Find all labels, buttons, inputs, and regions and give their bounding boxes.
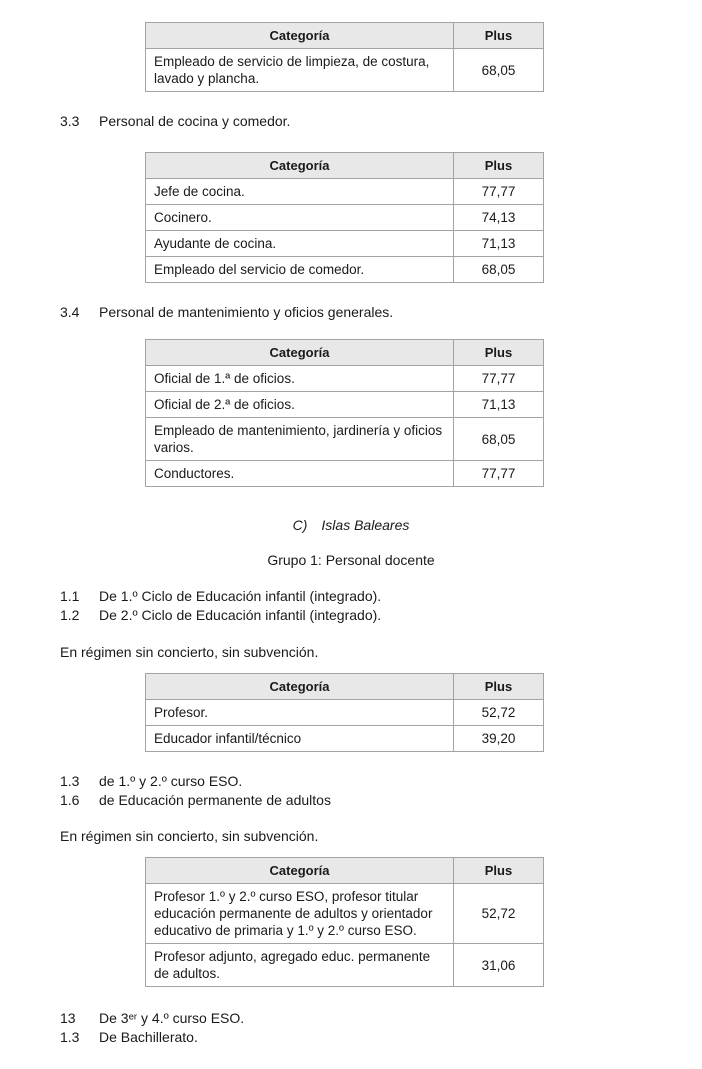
item-number: 13 xyxy=(60,1010,76,1026)
item-text: De 1.º Ciclo de Educación infantil (integrado). xyxy=(99,588,382,604)
column-header-categoria: Categoría xyxy=(146,153,454,179)
cell-plus: 77,77 xyxy=(454,461,544,487)
table-row xyxy=(146,392,544,418)
heading-title: Islas Baleares xyxy=(321,517,410,533)
column-header-plus: Plus xyxy=(454,23,544,49)
table-header-row xyxy=(146,674,544,700)
column-header-plus: Plus xyxy=(454,674,544,700)
cell-plus: 77,77 xyxy=(454,179,544,205)
column-header-categoria: Categoría xyxy=(146,674,454,700)
table-header-row xyxy=(146,858,544,884)
item-number: 1.6 xyxy=(60,792,80,808)
cell-plus: 77,77 xyxy=(454,366,544,392)
table-row xyxy=(146,418,544,461)
plus-table-docente-infantil xyxy=(145,673,544,752)
cell-categoria: Educador infantil/técnico xyxy=(146,726,454,752)
cell-categoria: Profesor 1.º y 2.º curso ESO, profesor titular educación permanente de adultos y orientador educativo de primaria y 1.º y 2.º curso ESO. xyxy=(146,884,454,944)
table-header-row xyxy=(146,23,544,49)
table-row xyxy=(146,884,544,944)
table-row xyxy=(146,257,544,283)
section-title: Personal de mantenimiento y oficios generales. xyxy=(99,304,394,320)
plus-table-limpieza xyxy=(145,22,544,92)
item-text: De Bachillerato. xyxy=(99,1029,198,1045)
item-text: de Educación permanente de adultos xyxy=(99,792,331,808)
table-header-row xyxy=(146,153,544,179)
cell-plus: 31,06 xyxy=(454,944,544,987)
section-number: 3.3 xyxy=(60,113,80,129)
cell-plus: 52,72 xyxy=(454,700,544,726)
cell-categoria: Cocinero. xyxy=(146,205,454,231)
item-number: 1.1 xyxy=(60,588,80,604)
item-number: 1.2 xyxy=(60,607,80,623)
list-item-1-3-bachillerato xyxy=(60,1028,702,1047)
cell-categoria: Oficial de 2.ª de oficios. xyxy=(146,392,454,418)
regimen-note: En régimen sin concierto, sin subvención. xyxy=(60,828,319,844)
table-row xyxy=(146,231,544,257)
cell-categoria: Conductores. xyxy=(146,461,454,487)
item-text: De 3ᵉʳ y 4.º curso ESO. xyxy=(99,1010,245,1026)
column-header-categoria: Categoría xyxy=(146,340,454,366)
table-row xyxy=(146,700,544,726)
cell-plus: 74,13 xyxy=(454,205,544,231)
column-header-categoria: Categoría xyxy=(146,23,454,49)
plus-table-eso-adultos xyxy=(145,857,544,987)
cell-categoria: Profesor adjunto, agregado educ. permanente de adultos. xyxy=(146,944,454,987)
heading-islas-baleares xyxy=(0,516,702,535)
column-header-categoria: Categoría xyxy=(146,858,454,884)
item-number: 1.3 xyxy=(60,773,80,789)
item-text: De 2.º Ciclo de Educación infantil (integrado). xyxy=(99,607,382,623)
cell-plus: 68,05 xyxy=(454,418,544,461)
cell-plus: 68,05 xyxy=(454,257,544,283)
plus-table-cocina xyxy=(145,152,544,283)
table-row xyxy=(146,366,544,392)
table-row xyxy=(146,205,544,231)
cell-categoria: Profesor. xyxy=(146,700,454,726)
cell-plus: 68,05 xyxy=(454,49,544,92)
cell-categoria: Empleado de servicio de limpieza, de costura, lavado y plancha. xyxy=(146,49,454,92)
table-row xyxy=(146,49,544,92)
list-item-1-6 xyxy=(60,791,702,810)
cell-categoria: Oficial de 1.ª de oficios. xyxy=(146,366,454,392)
cell-categoria: Empleado del servicio de comedor. xyxy=(146,257,454,283)
table-row xyxy=(146,726,544,752)
regimen-note: En régimen sin concierto, sin subvención. xyxy=(60,644,319,660)
heading-letter: C) xyxy=(292,517,308,533)
heading-grupo-1: Grupo 1: Personal docente xyxy=(267,552,435,568)
list-item-1-2 xyxy=(60,606,702,625)
cell-plus: 52,72 xyxy=(454,884,544,944)
section-title: Personal de cocina y comedor. xyxy=(99,113,291,129)
section-heading-3-3 xyxy=(60,112,702,131)
list-item-1-3 xyxy=(60,772,702,791)
column-header-plus: Plus xyxy=(454,340,544,366)
cell-plus: 71,13 xyxy=(454,392,544,418)
table-row xyxy=(146,461,544,487)
table-header-row xyxy=(146,340,544,366)
item-text: de 1.º y 2.º curso ESO. xyxy=(99,773,243,789)
column-header-plus: Plus xyxy=(454,858,544,884)
table-row xyxy=(146,944,544,987)
item-number: 1.3 xyxy=(60,1029,80,1045)
cell-categoria: Jefe de cocina. xyxy=(146,179,454,205)
cell-plus: 71,13 xyxy=(454,231,544,257)
plus-table-mantenimiento xyxy=(145,339,544,487)
list-item-1-1 xyxy=(60,587,702,606)
cell-categoria: Empleado de mantenimiento, jardinería y oficios varios. xyxy=(146,418,454,461)
section-number: 3.4 xyxy=(60,304,80,320)
section-heading-3-4 xyxy=(60,303,702,322)
cell-plus: 39,20 xyxy=(454,726,544,752)
column-header-plus: Plus xyxy=(454,153,544,179)
cell-categoria: Ayudante de cocina. xyxy=(146,231,454,257)
table-row xyxy=(146,179,544,205)
list-item-13 xyxy=(60,1009,702,1028)
